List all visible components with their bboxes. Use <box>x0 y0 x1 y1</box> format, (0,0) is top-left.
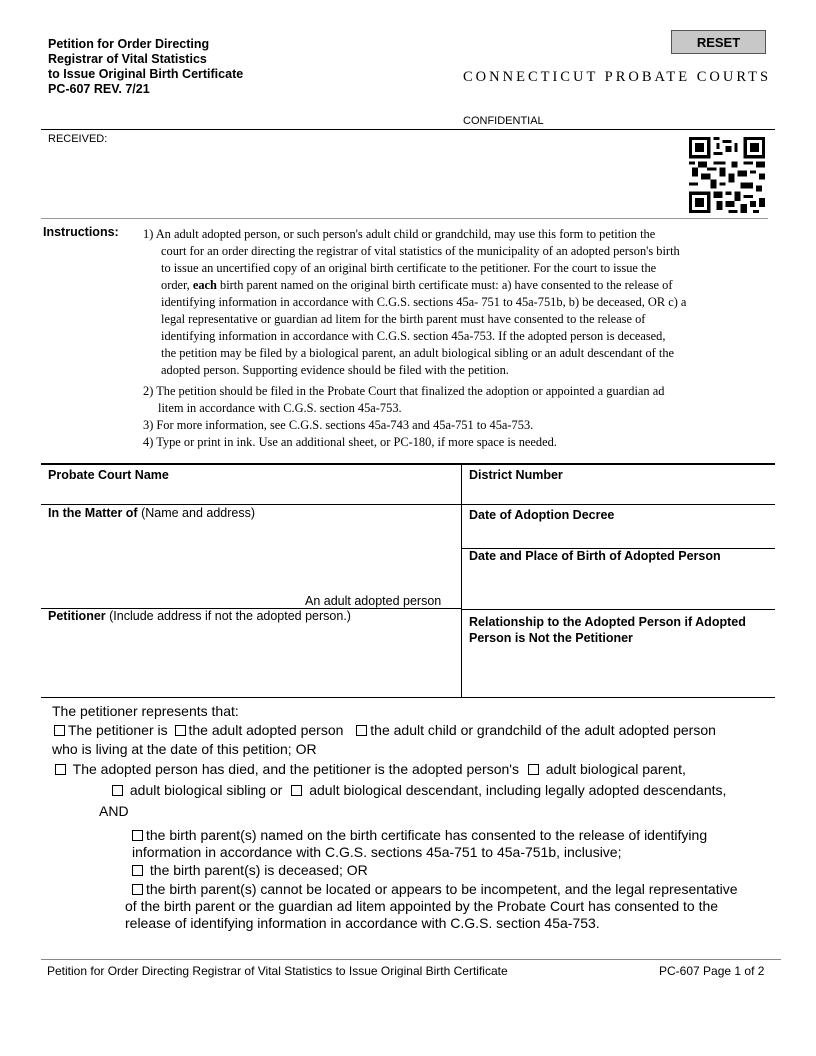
deceased-row <box>132 862 368 878</box>
instruction-3: 3) For more information, see C.G.S. sections 45a-743 and 45a-751 to 45a-753. <box>143 418 534 432</box>
died-row <box>55 761 686 777</box>
instruction-1-line <box>161 277 773 294</box>
page-number: PC-607 Page 1 of 2 <box>659 964 765 978</box>
text: Relationship to the Adopted Person if Adopted <box>469 615 746 629</box>
instruction-2-line: 2) The petition should be filed in the Probate Court that finalized the adoption or appointed a guardian ad <box>143 384 665 398</box>
title-line-2: Registrar of Vital Statistics <box>48 52 207 66</box>
instruction-1-line: court for an order directing the registrar of vital statistics of the municipality of an adopted person's birth <box>161 244 680 258</box>
petitioner-is-checkbox[interactable] <box>54 725 65 736</box>
divider <box>41 504 775 505</box>
instruction-1-line: legal representative or guardian ad litem for the birth parent must have consented to the release of <box>161 312 646 326</box>
text: the birth parent(s) is deceased; OR <box>149 862 368 878</box>
text: the adult child or grandchild of the adult adopted <box>370 722 670 738</box>
form-title <box>48 37 243 97</box>
text: information in accordance with C.G.S. sections 45a-751 to 45a-751b, inclusive; <box>132 844 622 860</box>
petitioner-label <box>48 609 351 623</box>
section-divider <box>41 463 775 465</box>
consented-checkbox[interactable] <box>132 830 143 841</box>
living-line: who is living at the date of this petition; OR <box>52 741 317 757</box>
represents-intro: The petitioner represents that: <box>52 703 239 719</box>
date-place-birth-label: Date and Place of Birth of Adopted Person <box>469 549 721 563</box>
text: the birth parent(s) named on the birth certificate has consented to the release of identifying <box>146 827 708 843</box>
instruction-1-line: adopted person. Supporting evidence should be filed with the petition. <box>161 363 509 377</box>
qr-code <box>689 137 765 213</box>
reset-button[interactable]: RESET <box>671 30 766 54</box>
text: the adult adopted person <box>188 722 344 738</box>
instruction-1-line: the petition may be filed by a biological parent, an adult biological sibling or an adult descendant of the <box>161 346 675 360</box>
court-name: CONNECTICUT PROBATE COURTS <box>463 69 772 85</box>
text: (Include address if not the adopted person.) <box>105 609 351 623</box>
adopted-person-died-checkbox[interactable] <box>55 764 66 775</box>
consented-row <box>132 827 707 861</box>
instruction-1-line: identifying information in accordance with C.G.S. section 45a-753. If the adopted person is deceased, <box>161 329 666 343</box>
footer-title <box>47 964 508 978</box>
text: birth parent named on the original birth certificate must: a) have consented to the release of <box>216 278 673 292</box>
instruction-1-line: to issue an uncertified copy of an original birth certificate to the petitioner. For the court to issue the <box>161 261 657 275</box>
cannot-locate-row <box>125 881 738 932</box>
sibling-descendant-row <box>112 782 726 798</box>
probate-court-name-label: Probate Court Name <box>48 468 169 482</box>
divider <box>461 465 462 697</box>
text: (Name and address) <box>137 506 256 520</box>
deceased-checkbox[interactable] <box>132 865 143 876</box>
text: adult biological sibling or <box>129 782 283 798</box>
text: The adopted person has died, and the petitioner is the adopted person's <box>72 761 519 777</box>
divider <box>41 129 775 130</box>
bio-sibling-checkbox[interactable] <box>112 785 123 796</box>
text: adult biological descendant, including legally adopted descendants, <box>309 782 727 798</box>
adopted-person-caption: An adult adopted person <box>305 594 442 608</box>
instructions-label: Instructions: <box>43 225 119 239</box>
text: Registrar of Vital Statistics <box>192 964 333 978</box>
district-number-label: District Number <box>469 468 563 482</box>
title-line-1: Petition for Order Directing <box>48 37 210 51</box>
form-number: PC-607 REV. 7/21 <box>48 82 150 96</box>
instruction-item-1 <box>143 226 773 451</box>
received-label: RECEIVED: <box>48 133 108 145</box>
text: Petitioner <box>48 609 106 623</box>
divider <box>41 218 768 219</box>
date-adoption-decree-label: Date of Adoption Decree <box>469 508 615 522</box>
child-grandchild-checkbox[interactable] <box>356 725 367 736</box>
divider <box>41 697 775 698</box>
divider <box>462 609 775 610</box>
text: adult biological parent, <box>545 761 686 777</box>
adult-adopted-person-checkbox[interactable] <box>175 725 186 736</box>
bio-descendant-checkbox[interactable] <box>291 785 302 796</box>
text: person <box>673 722 716 738</box>
petitioner-is-row <box>54 722 716 738</box>
instruction-1-line: identifying information in accordance with C.G.S. sections 45a- 751 to 45a-751b, b) be deceased, OR c) a <box>161 295 687 309</box>
title-line-3: to Issue Original Birth Certificate <box>48 67 244 81</box>
in-matter-of-label <box>48 506 255 520</box>
confidential-label: CONFIDENTIAL <box>463 115 544 127</box>
bio-parent-checkbox[interactable] <box>528 764 539 775</box>
instruction-2-line: litem in accordance with C.G.S. section 45a-753. <box>158 401 402 415</box>
instruction-1-line: 1) An adult adopted person, or such person's adult child or grandchild, may use this form to petition the <box>143 227 656 241</box>
relationship-label <box>469 614 746 646</box>
text: Person is Not the Petitioner <box>469 631 633 645</box>
text: order, <box>161 278 193 292</box>
each-emphasis: each <box>192 278 217 292</box>
instruction-4: 4) Type or print in ink. Use an additional sheet, or PC-180, if more space is needed. <box>143 435 557 449</box>
cannot-locate-checkbox[interactable] <box>132 884 143 895</box>
and-label: AND <box>99 803 129 819</box>
text: Petition for Order Directing <box>47 964 190 978</box>
footer-divider <box>41 959 781 960</box>
text: to Issue Original Birth Certificate <box>335 964 508 978</box>
text: In the Matter of <box>48 506 138 520</box>
text: The petitioner is <box>68 722 168 738</box>
text: of the birth parent or the guardian ad litem appointed by the Probate Court has consented to the <box>125 898 719 914</box>
text: release of identifying information in accordance with C.G.S. section 45a-753. <box>125 915 600 931</box>
text: the birth parent(s) cannot be located or appears to be incompetent, and the legal representative <box>146 881 738 897</box>
